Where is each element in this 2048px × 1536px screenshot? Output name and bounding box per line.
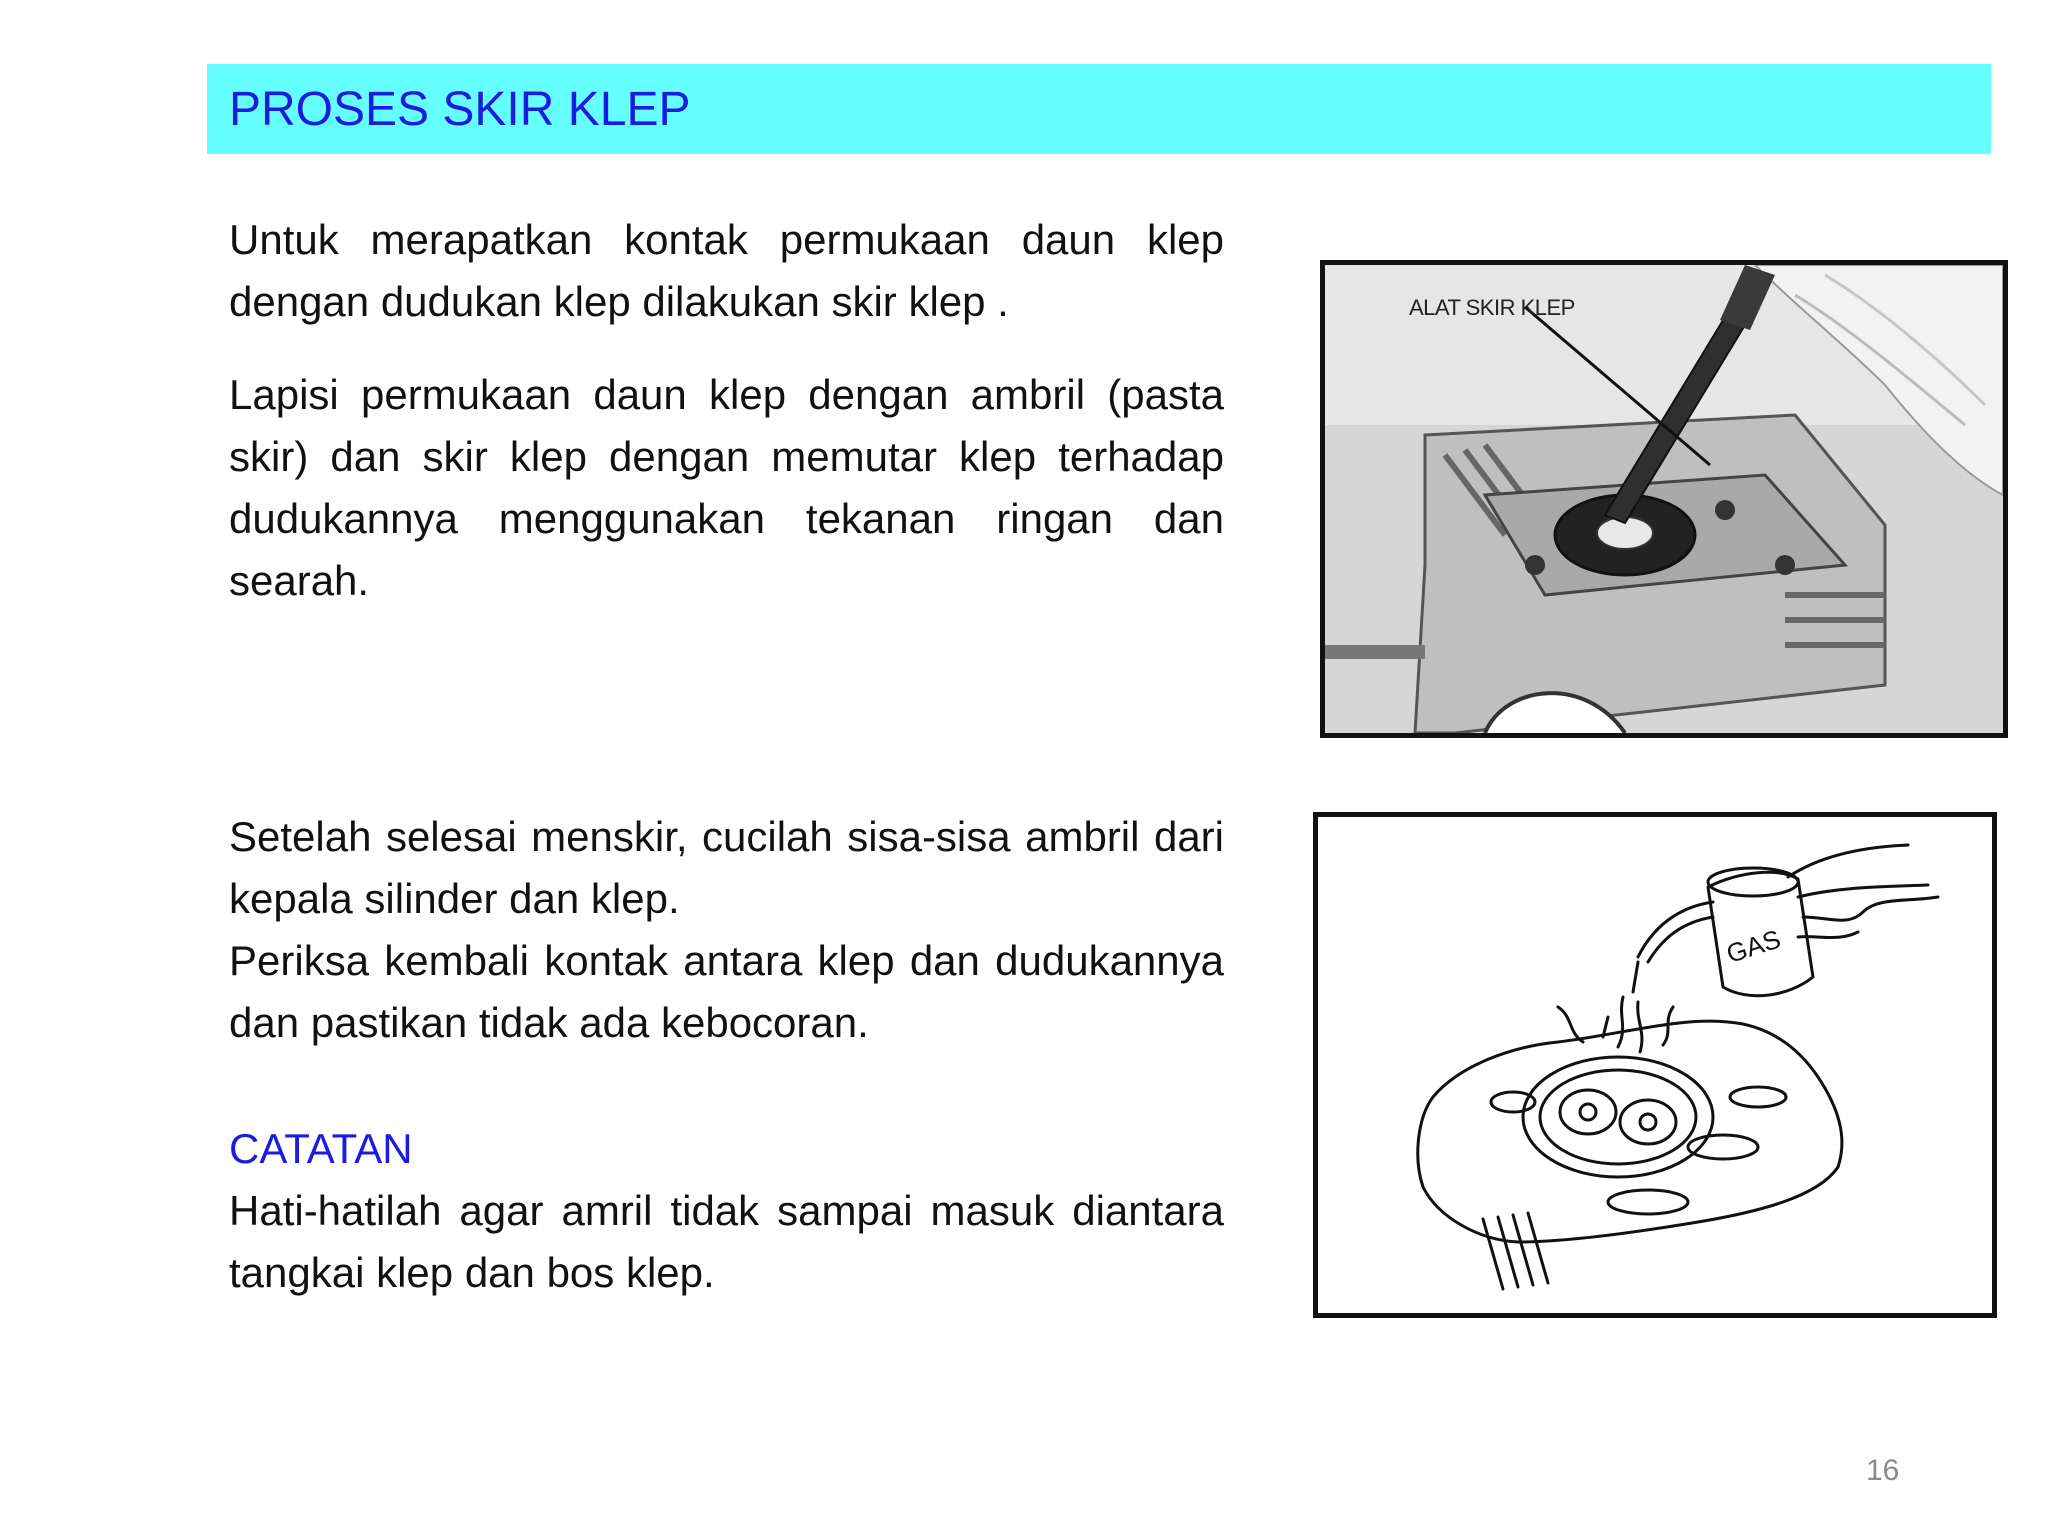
paragraph-inspection: Periksa kembali kontak antara klep dan dudukannya dan pastikan tidak ada kebocoran. [229, 937, 1224, 1046]
figure-valve-lapping-photo [1320, 260, 2008, 738]
paragraph-instructions: Lapisi permukaan daun klep dengan ambril (pasta skir) dan skir klep dengan memutar klep terhadap dudukannya menggunakan tekanan ringan dan searah. [229, 371, 1224, 604]
paragraph-intro: Untuk merapatkan kontak permukaan daun klep dengan dudukan klep dilakukan skir klep . [229, 216, 1224, 325]
cylinder-head-illustration [1325, 265, 2003, 733]
note-heading: CATATAN [229, 1125, 413, 1172]
figure-leak-test-drawing [1313, 812, 1997, 1318]
title-bar [207, 64, 1991, 154]
note-text: Hati-hatilah agar amril tidak sampai masuk diantara tangkai klep dan bos klep. [229, 1187, 1224, 1296]
paragraph-cleaning: Setelah selesai menskir, cucilah sisa-sisa ambril dari kepala silinder dan klep. [229, 813, 1224, 922]
gas-can-label: GAS [1722, 923, 1785, 970]
figure-label-lapping-tool: ALAT SKIR KLEP [1409, 295, 1575, 320]
page-number: 16 [1866, 1454, 1900, 1487]
leak-test-illustration [1318, 817, 1992, 1313]
page-title: PROSES SKIR KLEP [229, 83, 691, 136]
